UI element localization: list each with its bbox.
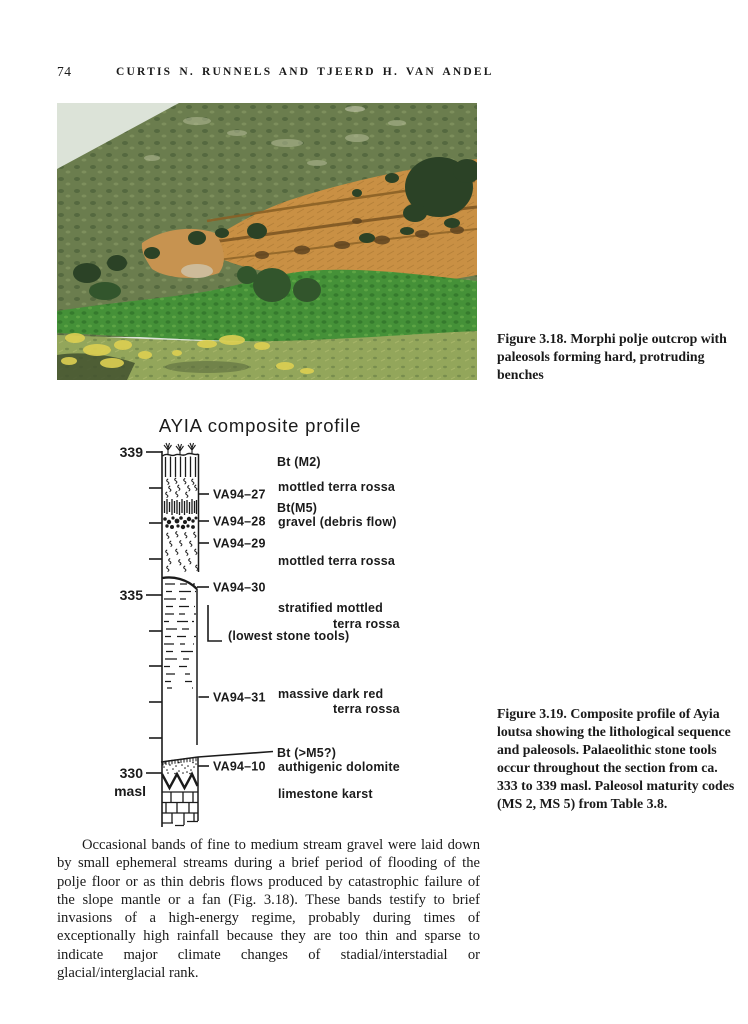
mottle-pattern-upper (166, 478, 197, 498)
sample-label-va94-29: VA94–29 (213, 536, 266, 551)
limestone-brick-pattern (162, 792, 198, 826)
axis-unit-masl: masl (114, 783, 146, 799)
unit-label-stone-tools: (lowest stone tools) (228, 629, 350, 643)
unit-label-dolomite: authigenic dolomite (278, 760, 400, 774)
bt-soil-pattern-2 (165, 499, 197, 515)
figure-3-18-caption: Figure 3.18. Morphi polje outcrop with paleosols forming hard, protruding benches (497, 331, 727, 382)
running-header: CURTIS N. RUNNELS AND TJEERD H. VAN ANDEL (116, 66, 494, 78)
sample-label-va94-10: VA94–10 (213, 759, 266, 774)
page-number: 74 (57, 64, 72, 79)
stone-tools-bracket (208, 605, 222, 641)
unit-label-massive-1: massive dark red (278, 687, 384, 701)
karst-zigzag (162, 774, 198, 788)
unit-label-mottled-lower: mottled terra rossa (278, 554, 396, 568)
figure-3-18-photo (57, 103, 477, 380)
mottle-pattern-lower (166, 532, 198, 572)
column-middle-section (163, 577, 198, 745)
unit-label-bt-m5: Bt(M5) (277, 501, 318, 515)
sample-label-va94-30: VA94–30 (213, 580, 266, 595)
figure-3-19-caption: Figure 3.19. Composite profile of Ayia loutsa showing the lithological sequence and paleosols. Palaeolithic stone tools occur throughout the section from ca. 333 to 339 masl. Paleosol maturity codes (MS 2, MS 5) from Table 3.8. (497, 706, 735, 811)
gravel-pattern (163, 516, 197, 529)
sample-label-va94-31: VA94–31 (213, 690, 266, 705)
axis-label-339: 339 (119, 444, 143, 460)
elevation-axis (146, 451, 162, 827)
landscape-photo-illustration (57, 103, 477, 380)
axis-label-335: 335 (119, 587, 143, 603)
unit-label-bt-m2: Bt (M2) (277, 455, 321, 469)
axis-label-330: 330 (119, 765, 143, 781)
figure-3-19-diagram (105, 415, 475, 835)
bt-soil-pattern (166, 457, 196, 478)
sample-label-va94-27: VA94–27 (213, 487, 266, 502)
diagram-title: AYIA composite profile (158, 415, 362, 436)
column-upper-section (163, 443, 199, 572)
unit-label-stratified-1: stratified mottled (278, 601, 383, 615)
unit-label-mottled-upper: mottled terra rossa (278, 480, 396, 494)
unit-label-gravel: gravel (debris flow) (278, 515, 397, 529)
body-paragraph: Occasional bands of fine to medium stream gravel were laid down by small ephemeral streams during a brief period of flooding of the polje floor or as thin debris flows produced by catastrophic failure of the slope mantle or a fan (Fig. 3.18). These bands testify to brief invasions of a high-energy regime, probably during times of exceptionally high rainfall because they are too thin and sparse to indicate major climate changes of stadial/interstadial or glacial/interglacial rank. (57, 837, 480, 982)
unit-label-stratified-2: terra rossa (333, 617, 400, 631)
unit-label-bt-m5-query: Bt (>M5?) (277, 746, 337, 760)
stratified-pattern (164, 584, 196, 688)
composite-profile-chart (105, 415, 475, 835)
sample-label-va94-28: VA94–28 (213, 514, 266, 529)
unit-label-massive-2: terra rossa (333, 702, 400, 716)
unit-label-limestone: limestone karst (278, 787, 373, 801)
